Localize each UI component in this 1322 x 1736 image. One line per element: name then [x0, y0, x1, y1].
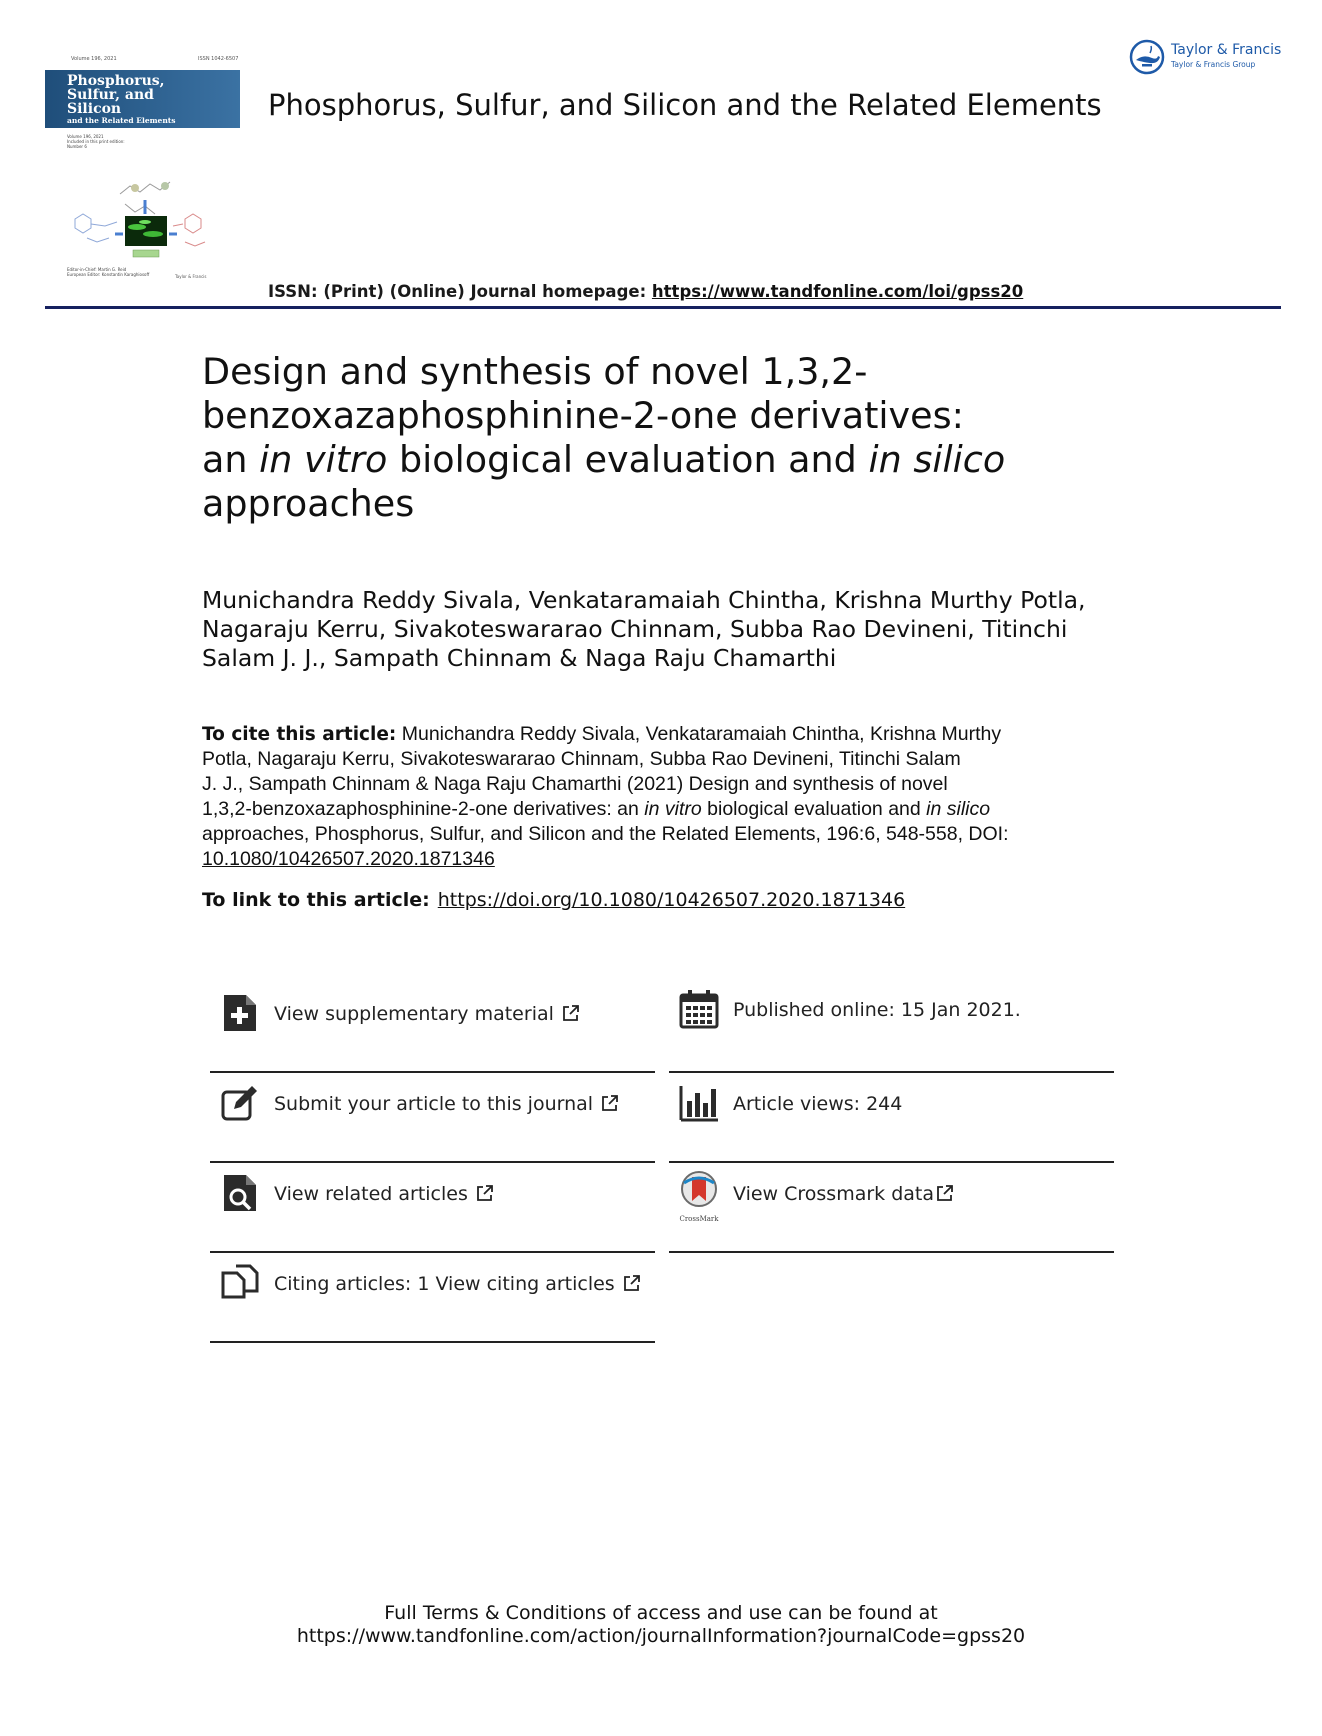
cover-edition-line3: Number 6	[67, 144, 87, 149]
footer-terms-url[interactable]: https://www.tandfonline.com/action/journalInformation?journalCode=gpss20	[296, 1625, 1026, 1647]
cover-editor-line2: European Editor: Konstantin Karaghiosoff	[67, 272, 150, 277]
citation-text: biological evaluation and	[701, 798, 927, 820]
issn-line	[268, 282, 1023, 301]
external-link-icon	[476, 1184, 494, 1202]
cover-top-strip	[45, 52, 240, 66]
citation-text: Munichandra Reddy Sivala, Venkataramaiah Chintha, Krishna Murthy	[396, 723, 1002, 745]
cover-title-line2: Sulfur, and	[67, 87, 154, 103]
journal-cover-thumbnail	[45, 52, 240, 282]
title-italic: in vitro	[259, 438, 388, 481]
article-authors	[202, 586, 1162, 673]
citation-line1	[202, 722, 1102, 747]
cover-publisher-mark: Taylor & Francis	[175, 274, 207, 279]
article-doi-url[interactable]: https://doi.org/10.1080/10426507.2020.1871346	[437, 889, 906, 911]
terms-footer	[0, 1602, 1322, 1648]
published-online-item	[669, 981, 1114, 1073]
cover-volume-line: Volume 196, 2021	[71, 56, 117, 62]
citation-line5: approaches, Phosphorus, Sulfur, and Silicon and the Related Elements, 196:6, 548-558, DOI:	[202, 823, 1009, 845]
view-crossmark-link[interactable]	[733, 1183, 954, 1205]
article-link-label: To link to this article:	[202, 889, 430, 911]
submit-article-label: Submit your article to this journal	[274, 1093, 594, 1115]
cover-title-line3: Silicon	[67, 101, 122, 117]
view-related-label: View related articles	[274, 1183, 468, 1205]
article-title-line3	[202, 438, 1102, 482]
copy-files-icon	[220, 1263, 260, 1303]
citation-line4	[202, 797, 1102, 822]
bar-chart-icon	[679, 1083, 719, 1123]
citation-block	[202, 722, 1102, 872]
citation-label: To cite this article:	[202, 724, 397, 745]
view-citing-articles-link[interactable]	[274, 1273, 641, 1295]
title-text: an	[202, 438, 260, 481]
title-italic: in silico	[868, 438, 1006, 481]
authors-line3: Salam J. J., Sampath Chinnam & Naga Raju Chamarthi	[202, 644, 837, 672]
view-related-item[interactable]	[210, 1161, 655, 1253]
cover-molecule-graphic	[65, 164, 225, 259]
external-link-icon	[623, 1274, 641, 1292]
citation-italic: in vitro	[644, 798, 702, 820]
view-related-link[interactable]	[274, 1183, 494, 1205]
crossmark-caption: CrossMark	[679, 1215, 719, 1223]
file-search-icon	[220, 1173, 260, 1213]
issn-prefix: ISSN: (Print) (Online) Journal homepage:	[268, 282, 652, 301]
article-views-text: Article views: 244	[733, 1093, 903, 1115]
article-views-item	[669, 1071, 1114, 1163]
journal-homepage-link[interactable]: https://www.tandfonline.com/loi/gpss20	[651, 282, 1024, 301]
submit-article-link[interactable]	[274, 1093, 619, 1115]
authors-line2: Nagaraju Kerru, Sivakoteswararao Chinnam, Subba Rao Devineni, Titinchi	[202, 615, 1068, 643]
article-title-line4: approaches	[202, 482, 415, 525]
journal-title: Phosphorus, Sulfur, and Silicon and the Related Elements	[268, 88, 1102, 122]
citation-doi-link[interactable]: 10.1080/10426507.2020.1871346	[202, 848, 495, 870]
header-rule	[45, 306, 1281, 309]
crossmark-label: View Crossmark data	[733, 1183, 935, 1205]
footer-line1: Full Terms & Conditions of access and use can be found at	[384, 1602, 938, 1624]
submit-article-item[interactable]	[210, 1071, 655, 1163]
cover-edition-block	[67, 134, 125, 149]
cover-title-band	[45, 70, 240, 128]
external-link-icon	[562, 1004, 580, 1022]
article-title	[202, 350, 1102, 526]
citation-line2: Potla, Nagaraju Kerru, Sivakoteswararao Chinnam, Subba Rao Devineni, Titinchi Salam	[202, 748, 961, 770]
citation-line3: J. J., Sampath Chinnam & Naga Raju Chamarthi (2021) Design and synthesis of novel	[202, 773, 948, 795]
article-title-line1: Design and synthesis of novel 1,3,2-	[202, 350, 868, 393]
cover-edition-line2: Included in this print edition:	[67, 139, 125, 144]
view-supplementary-link[interactable]	[274, 1003, 580, 1025]
publisher-group: Taylor & Francis Group	[1171, 60, 1256, 69]
citing-articles-item[interactable]	[210, 1251, 655, 1343]
view-supplementary-label: View supplementary material	[274, 1003, 554, 1025]
external-link-icon	[936, 1184, 954, 1202]
cover-editors	[67, 267, 149, 277]
cover-editor-line1: Editor-in-Chief: Martin G. Reid	[67, 267, 127, 272]
edit-icon	[220, 1083, 260, 1123]
file-plus-icon	[220, 993, 260, 1033]
citation-text: 1,3,2-benzoxazaphosphinine-2-one derivatives: an	[202, 798, 645, 820]
title-text: biological evaluation and	[387, 438, 869, 481]
cover-edition-line1: Volume 196, 2021	[67, 134, 104, 139]
crossmark-icon	[679, 1171, 719, 1217]
calendar-icon	[679, 989, 719, 1029]
publisher-lamp-icon	[1128, 38, 1166, 76]
article-title-line2: benzoxazaphosphinine-2-one derivatives:	[202, 394, 964, 437]
citation-italic: in silico	[926, 798, 991, 820]
cover-issn-line: ISSN 1042-6507	[198, 56, 239, 62]
cover-title-line4: and the Related Elements	[67, 116, 176, 125]
cover-title-line1: Phosphorus,	[67, 73, 165, 89]
crossmark-item[interactable]	[669, 1161, 1114, 1253]
view-supplementary-item[interactable]	[210, 981, 655, 1073]
citing-articles-label: Citing articles: 1 View citing articles	[274, 1273, 615, 1295]
article-link-line	[202, 889, 905, 911]
authors-line1: Munichandra Reddy Sivala, Venkataramaiah Chintha, Krishna Murthy Potla,	[202, 586, 1086, 614]
publisher-name: Taylor & Francis	[1171, 42, 1282, 58]
publisher-logo[interactable]	[1128, 38, 1298, 78]
published-online-text: Published online: 15 Jan 2021.	[733, 999, 1021, 1021]
external-link-icon	[601, 1094, 619, 1112]
